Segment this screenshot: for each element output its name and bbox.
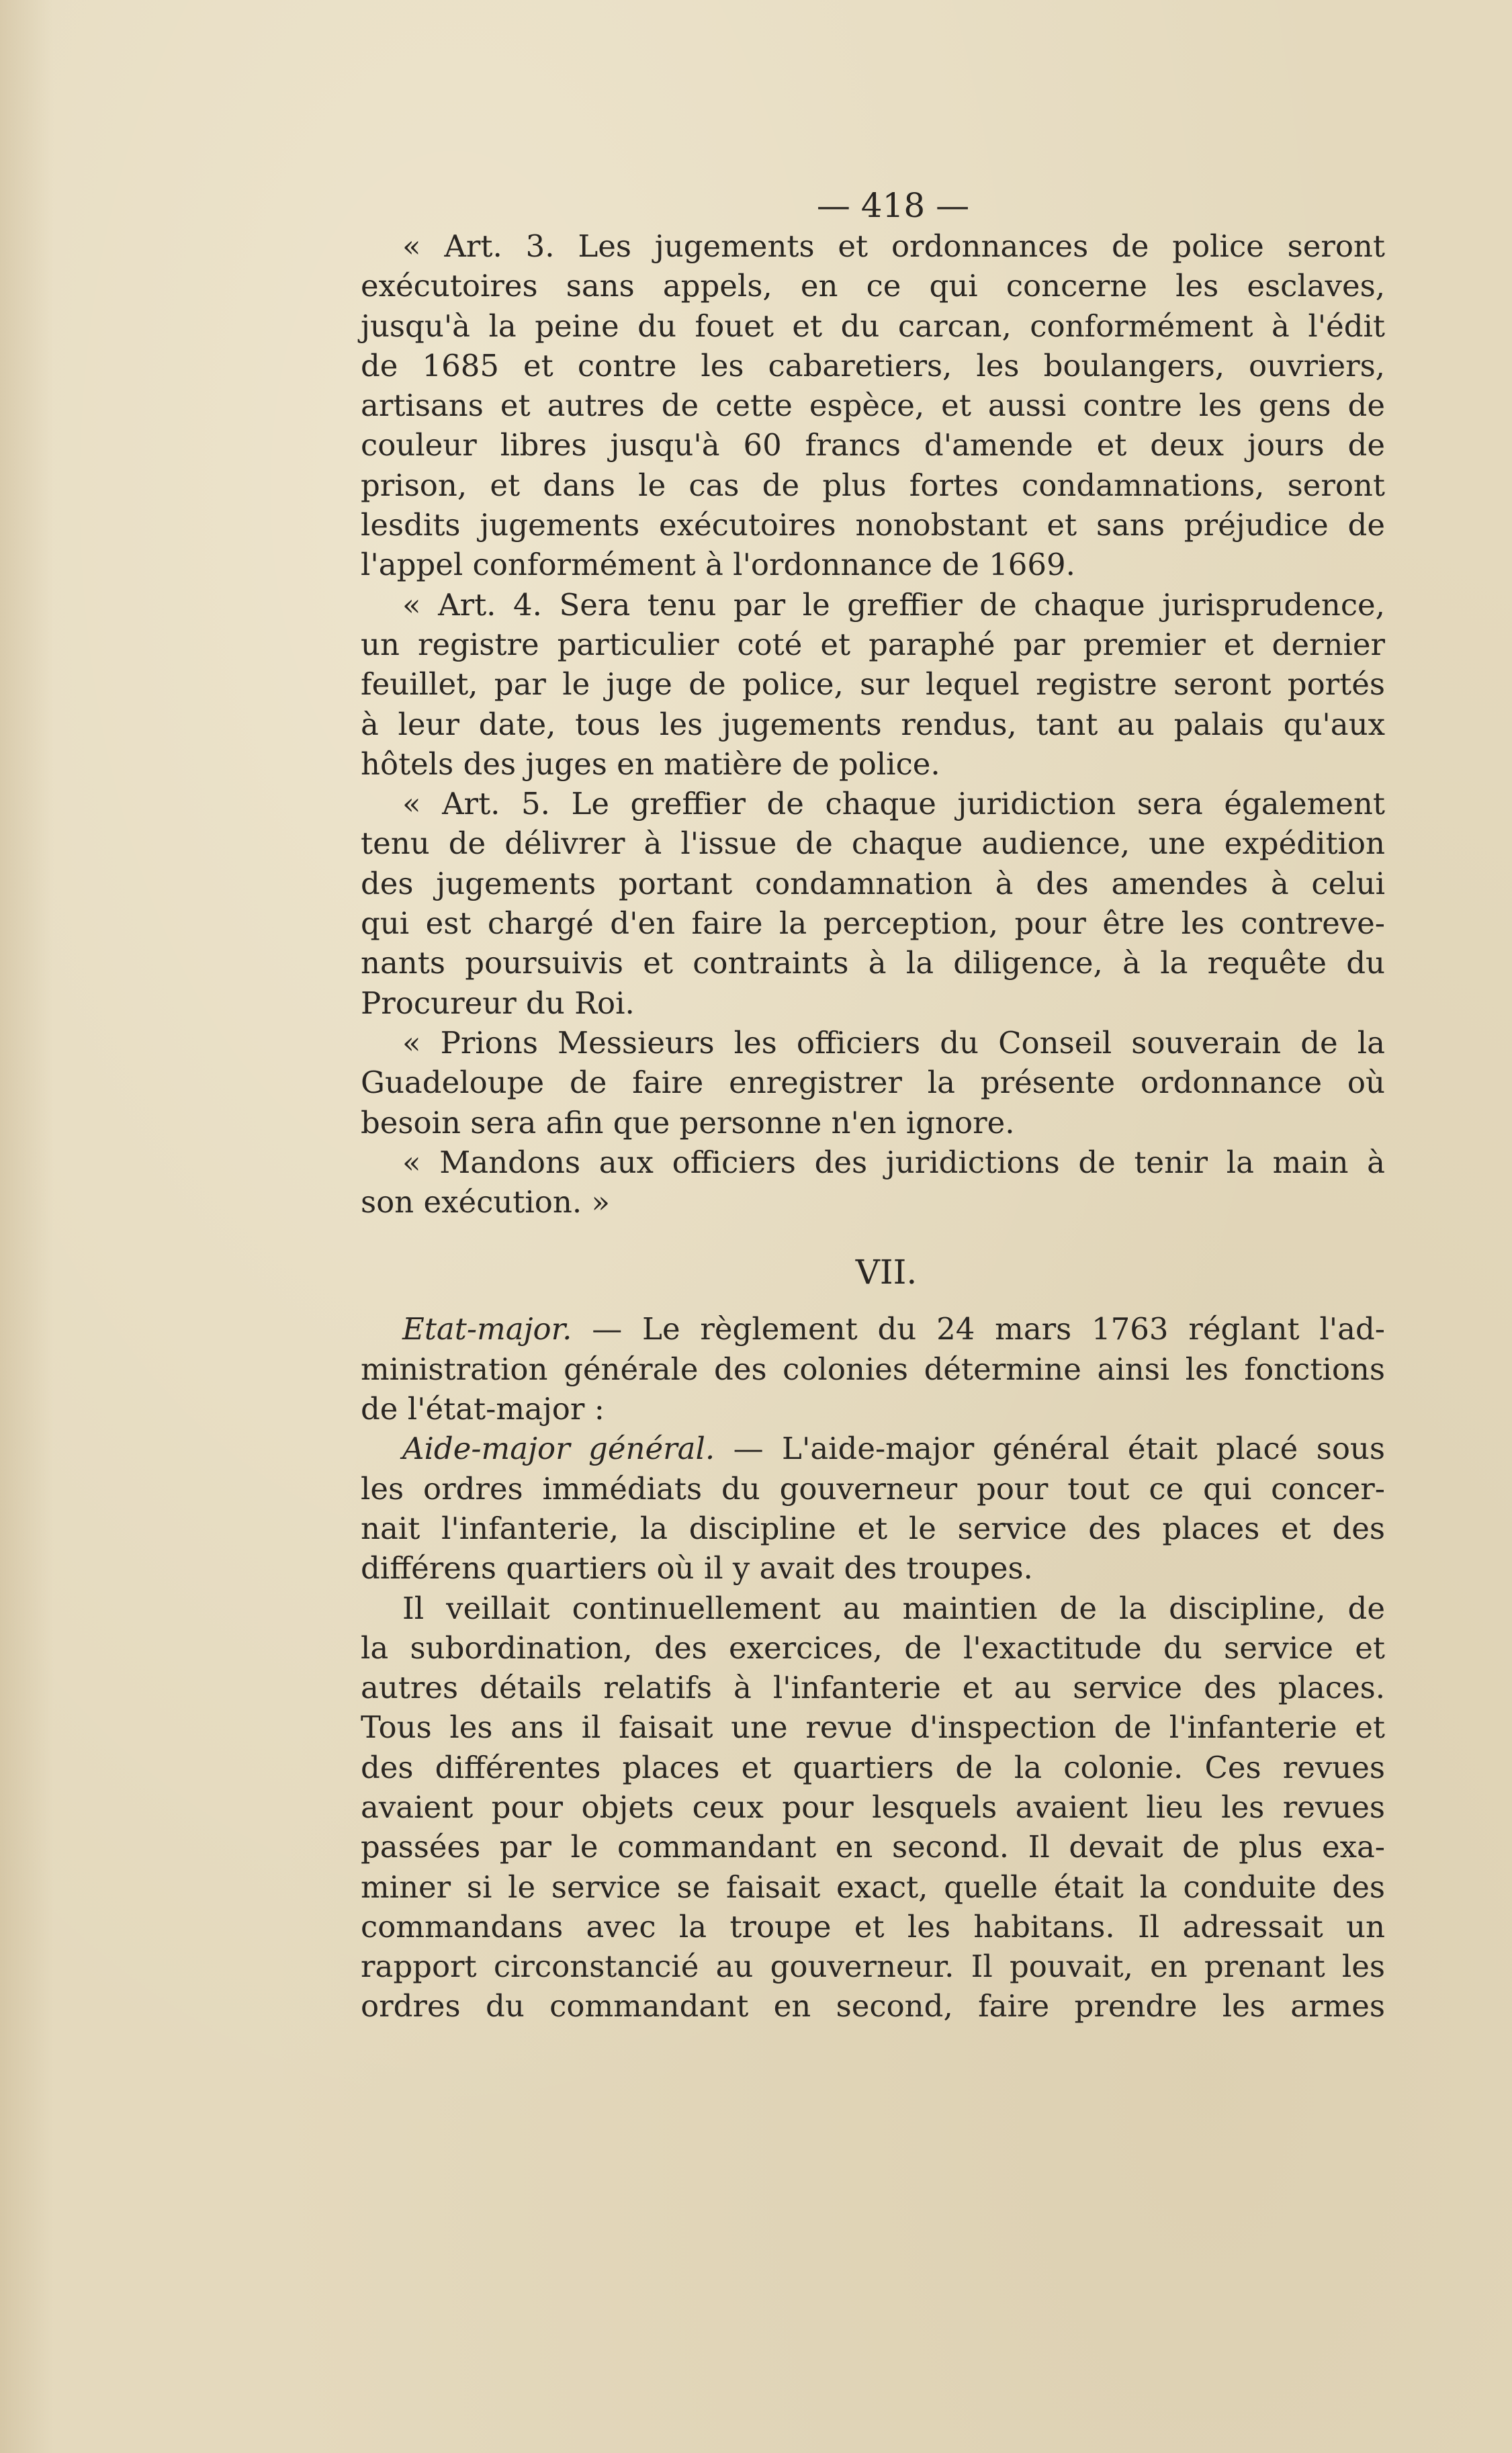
text-line: qui est chargé d'en faire la perception, pour être les contreve-: [361, 905, 1385, 942]
text-line: les ordres immédiats du gouverneur pour tout ce qui concer-: [361, 1470, 1385, 1507]
text-line: tenu de délivrer à l'issue de chaque audience, une expédition: [361, 826, 1385, 862]
text-line: lesdits jugements exécutoires nonobstant et sans préjudice de: [361, 507, 1385, 543]
text-line: commandans avec la troupe et les habitans. Il adressait un: [361, 1908, 1385, 1945]
text-line: exécutoires sans appels, en ce qui concerne les esclaves,: [361, 268, 1385, 304]
text-line: Procureur du Roi.: [361, 985, 635, 1021]
text-line: jusqu'à la peine du fouet et du carcan, conformément à l'édit: [361, 308, 1385, 344]
text-line: artisans et autres de cette espèce, et aussi contre les gens de: [361, 388, 1385, 424]
italic-term: Etat-major.: [402, 1311, 572, 1347]
text-line: [361, 1429, 1385, 1468]
text-line: la subordination, des exercices, de l'exactitude du service et: [361, 1630, 1385, 1666]
text-line: « Prions Messieurs les officiers du Conseil souverain de la: [402, 1024, 1385, 1061]
text-line: à leur date, tous les jugements rendus, tant au palais qu'aux: [361, 706, 1385, 742]
text-line: Il veillait continuellement au maintien de la discipline, de: [402, 1590, 1385, 1626]
italic-term: Aide-major général.: [402, 1431, 715, 1467]
text-span: — Le règlement du 24 mars 1763 réglant l'ad-: [572, 1311, 1385, 1347]
text-line: rapport circonstancié au gouverneur. Il pouvait, en prenant les: [361, 1949, 1385, 1985]
text-line: couleur libres jusqu'à 60 francs d'amende et deux jours de: [361, 427, 1385, 463]
text-line: [361, 1309, 1385, 1349]
text-line: différens quartiers où il y avait des troupes.: [361, 1550, 1033, 1587]
text-line: nants poursuivis et contraints à la diligence, à la requête du: [361, 945, 1385, 981]
text-line: feuillet, par le juge de police, sur lequel registre seront portés: [361, 666, 1385, 703]
text-line: des différentes places et quartiers de la colonie. Ces revues: [361, 1749, 1385, 1785]
text-line: des jugements portant condamnation à des amendes à celui: [361, 865, 1385, 901]
text-line: de l'état-major :: [361, 1391, 605, 1427]
text-line: « Art. 3. Les jugements et ordonnances de police seront: [402, 228, 1385, 264]
text-line: Tous les ans il faisait une revue d'inspection de l'infanterie et: [361, 1709, 1385, 1746]
text-line: besoin sera afin que personne n'en ignore.: [361, 1104, 1015, 1141]
text-line: ordres du commandant en second, faire prendre les armes: [361, 1988, 1385, 2024]
text-line: miner si le service se faisait exact, quelle était la conduite des: [361, 1869, 1385, 1905]
text-line: Guadeloupe de faire enregistrer la présente ordonnance où: [361, 1065, 1385, 1101]
text-line: son exécution. »: [361, 1184, 610, 1220]
text-block: [361, 185, 1385, 2026]
text-line: « Art. 5. Le greffier de chaque juridiction sera également: [402, 786, 1385, 822]
text-span: — L'aide-major général était placé sous: [715, 1431, 1385, 1467]
text-line: de 1685 et contre les cabaretiers, les boulangers, ouvriers,: [361, 347, 1385, 384]
text-line: prison, et dans le cas de plus fortes condamnations, seront: [361, 467, 1385, 503]
text-line: autres détails relatifs à l'infanterie et au service des places.: [361, 1670, 1385, 1706]
text-line: avaient pour objets ceux pour lesquels avaient lieu les revues: [361, 1789, 1385, 1825]
text-line: l'appel conformément à l'ordonnance de 1669.: [361, 547, 1075, 583]
text-line: « Mandons aux officiers des juridictions de tenir la main à: [402, 1144, 1385, 1180]
text-line: un registre particulier coté et paraphé par premier et dernier: [361, 626, 1385, 662]
text-line: hôtels des juges en matière de police.: [361, 746, 940, 782]
text-line: passées par le commandant en second. Il devait de plus exa-: [361, 1829, 1385, 1865]
section-heading: VII.: [855, 1253, 918, 1292]
page-number: — 418 —: [816, 186, 970, 225]
text-line: « Art. 4. Sera tenu par le greffier de chaque jurisprudence,: [402, 586, 1385, 623]
text-line: nait l'infanterie, la discipline et le service des places et des: [361, 1510, 1385, 1546]
page-edge-shadow: [0, 0, 54, 2453]
text-line: ministration générale des colonies détermine ainsi les fonctions: [361, 1351, 1385, 1387]
